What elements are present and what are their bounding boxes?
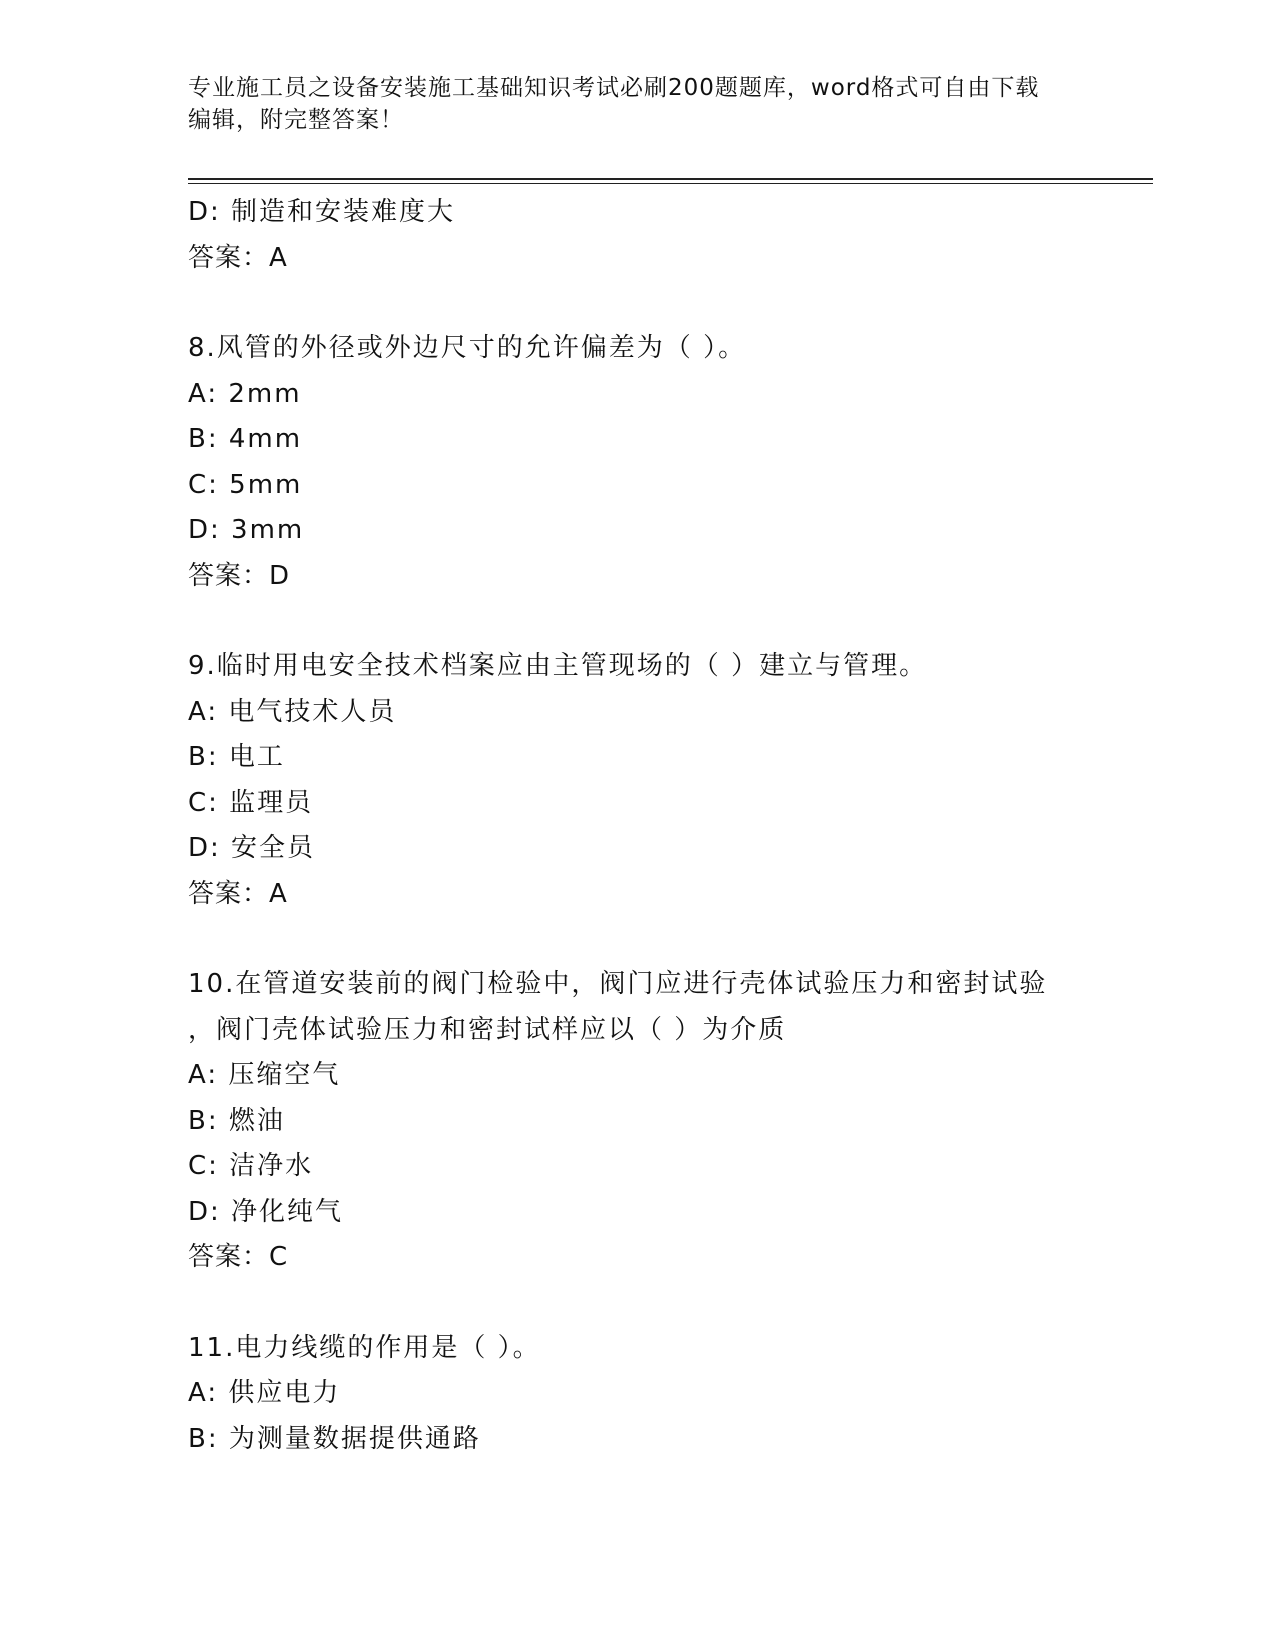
spacer: [188, 917, 1138, 962]
option-d: D: 安全员: [188, 833, 316, 863]
spacer: [188, 599, 1138, 644]
option-a: A: 电气技术人员: [188, 696, 397, 727]
option-b: B: 电工: [188, 742, 285, 772]
option-d: D: 净化纯气: [188, 1196, 344, 1227]
question-11: [188, 1326, 1138, 1463]
option-b: B: 4mm: [188, 424, 303, 454]
question-stem-continued: ，阀门壳体试验压力和密封试样应以（ ）为介质: [188, 1014, 787, 1045]
question-stem: 10.在管道安装前的阀门检验中，阀门应进行壳体试验压力和密封试验: [188, 969, 1048, 999]
option-d: D: 3mm: [188, 515, 305, 545]
header-divider-thin: [188, 183, 1153, 184]
question-stem: 9.临时用电安全技术档案应由主管现场的（ ）建立与管理。: [188, 651, 928, 681]
question-stem: 11.电力线缆的作用是（ ）。: [188, 1332, 541, 1363]
option-a: A: 供应电力: [188, 1378, 341, 1408]
header-divider-thick: [188, 178, 1153, 180]
option-a: A: 压缩空气: [188, 1060, 341, 1090]
spacer: [188, 281, 1138, 326]
header-line-1: 专业施工员之设备安装施工基础知识考试必刷200题题库，word格式可自由下载: [188, 75, 1040, 101]
prev-answer: 答案：A: [188, 242, 288, 273]
option-b: B: 燃油: [188, 1105, 285, 1136]
answer: 答案：D: [188, 560, 291, 591]
question-10: [188, 962, 1138, 1281]
option-c: C: 监理员: [188, 787, 314, 818]
spacer: [188, 1281, 1138, 1326]
answer: 答案：C: [188, 1242, 289, 1272]
document-header: [188, 72, 1088, 136]
answer: 答案：A: [188, 878, 288, 909]
question-stem: 8.风管的外径或外边尺寸的允许偏差为（ ）。: [188, 333, 747, 363]
option-c: C: 5mm: [188, 469, 303, 500]
option-a: A: 2mm: [188, 378, 302, 409]
option-b: B: 为测量数据提供通路: [188, 1423, 481, 1454]
question-8: [188, 326, 1138, 599]
header-line-2: 编辑，附完整答案！: [188, 107, 404, 133]
question-list: [188, 190, 1138, 1462]
option-c: C: 洁净水: [188, 1151, 314, 1181]
prev-option-d: D: 制造和安装难度大: [188, 197, 456, 227]
question-9: [188, 644, 1138, 917]
